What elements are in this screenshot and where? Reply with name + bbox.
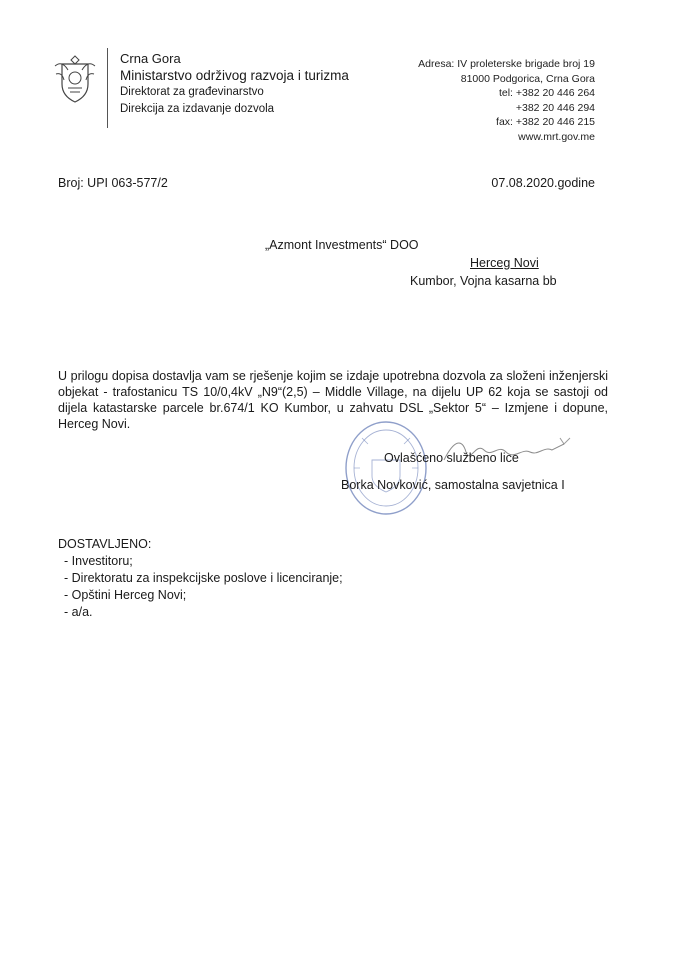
document-date: 07.08.2020.godine [491, 176, 595, 190]
distribution-item: - Direktoratu za inspekcijske poslove i licenciranje; [64, 570, 343, 587]
ministry-header [120, 50, 349, 118]
distribution-list [58, 536, 343, 621]
website: www.mrt.gov.me [518, 130, 595, 143]
phone-1: tel: +382 20 446 264 [498, 87, 595, 100]
letter-body: U prilogu dopisa dostavlja vam se rješenje kojim se izdaje upotrebna dozvola za složeni inženjerski objekat - trafostanicu TS 10/0,4kV „N9“(2,5) – Middle Village, na dijelu UP 62 koja se sastoji od dijela katastarske parcele br.674/1 KO Kumbor, u zahvatu DSL „Sektor 5“ – Izmjene i dopune, Herceg Novi. [58, 369, 608, 431]
contact-block [418, 57, 595, 145]
distribution-item: - Investitoru; [64, 553, 343, 570]
reference-number: Broj: UPI 063-577/2 [58, 176, 168, 190]
recipient-street: Kumbor, Vojna kasarna bb [410, 274, 557, 288]
signatory-title: Ovlašćeno službeno lice [384, 451, 519, 465]
address-line2: 81000 Podgorica, Crna Gora [460, 72, 595, 85]
recipient-company: „Azmont Investments“ DOO [265, 238, 419, 252]
phone-2: +382 20 446 294 [515, 101, 595, 114]
ministry-name: Ministarstvo održivog razvoja i turizma [120, 68, 349, 83]
distribution-heading: DOSTAVLJENO: [58, 537, 152, 551]
department-name: Direkcija za izdavanje dozvola [120, 103, 275, 115]
signatory-name: Borka Novković, samostalna savjetnica I [341, 478, 565, 492]
coat-of-arms-icon [52, 50, 98, 104]
directorate-name: Direktorat za građevinarstvo [120, 86, 264, 98]
address-line1: Adresa: IV proleterske brigade broj 19 [418, 58, 595, 70]
distribution-item: - Opštini Herceg Novi; [64, 587, 343, 604]
recipient-city: Herceg Novi [470, 256, 539, 270]
fax: fax: +382 20 446 215 [496, 116, 595, 129]
distribution-item: - a/a. [64, 604, 343, 621]
header-divider [107, 48, 108, 128]
official-stamp-icon [342, 418, 430, 518]
country-name: Crna Gora [120, 51, 181, 66]
